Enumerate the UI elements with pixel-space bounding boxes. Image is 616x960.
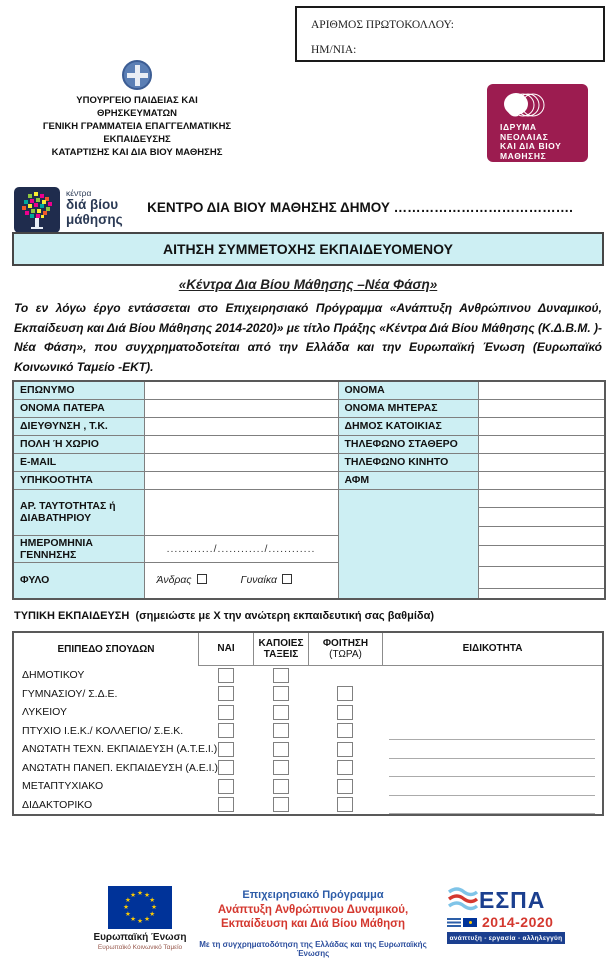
program-subtitle: «Κέντρα Δια Βίου Μάθησης –Νέα Φάση» [178, 277, 438, 292]
education-section-title [14, 610, 606, 622]
operational-program-block [188, 889, 438, 958]
afm-field[interactable] [478, 471, 605, 489]
some-classes-checkbox[interactable] [273, 760, 289, 775]
field-label: ΔΗΜΟΣ ΚΑΤΟΙΚΙΑΣ [338, 417, 478, 435]
landline-field[interactable] [478, 435, 605, 453]
col-header-level: ΕΠΙΠΕΔΟ ΣΠΟΥΔΩΝ [57, 643, 155, 655]
attending-checkbox[interactable] [337, 797, 353, 812]
program-line: Επιχειρησιακό Πρόγραμμα [242, 889, 384, 901]
some-classes-checkbox[interactable] [273, 723, 289, 738]
espa-period: 2014-2020 [482, 914, 554, 930]
education-row [14, 703, 602, 722]
some-classes-checkbox[interactable] [273, 797, 289, 812]
level-label: ΜΕΤΑΠΤΥΧΙΑΚΟ [22, 780, 104, 793]
field-label: E-MAIL [13, 453, 144, 471]
level-label: ΔΙΔΑΚΤΟΡΙΚΟ [22, 798, 93, 811]
blank-row[interactable] [479, 546, 605, 567]
col-header-specialty: ΕΙΔΙΚΟΤΗΤΑ [382, 633, 602, 666]
inedivim-logo [487, 84, 588, 162]
attending-checkbox[interactable] [337, 779, 353, 794]
level-label: ΛΥΚΕΙΟΥ [22, 706, 67, 719]
program-line: Εκπαίδευση και Διά Βίου Μάθηση [220, 917, 406, 930]
eu-star-icon: ★ [124, 910, 131, 918]
col-header-some-classes [253, 633, 308, 666]
father-name-field[interactable] [144, 399, 338, 417]
municipality-field[interactable] [478, 417, 605, 435]
application-title-banner: ΑΙΤΗΣΗ ΣΥΜΜΕΤΟΧΗΣ ΕΚΠΑΙΔΕΥΟΜΕΝΟΥ [12, 232, 604, 266]
nationality-field[interactable] [144, 471, 338, 489]
eu-star-icon: ★ [149, 896, 156, 904]
ministry-header [28, 60, 246, 159]
field-label: ΟΝΟΜΑ ΜΗΤΕΡΑΣ [338, 399, 478, 417]
field-label: ΟΝΟΜΑ [338, 381, 478, 399]
level-label: ΓΥΜΝΑΣΙΟΥ/ Σ.Δ.Ε. [22, 687, 118, 700]
some-classes-checkbox[interactable] [273, 686, 289, 701]
gender-male-label: Άνδρας [156, 574, 192, 587]
education-table-header [14, 633, 602, 666]
gender-female-label: Γυναίκα [240, 574, 277, 587]
mother-name-field[interactable] [478, 399, 605, 417]
col-header-line: ΤΑΞΕΙΣ [263, 649, 299, 660]
level-label: ΑΝΩΤΑΤΗ ΤΕΧΝ. ΕΚΠΑΙΔΕΥΣΗ (Α.Τ.Ε.Ι.) [22, 743, 218, 756]
espa-logo [447, 887, 565, 944]
eu-funding-block [85, 886, 195, 951]
protocol-date-label: ΗΜ/ΝΙΑ: [311, 44, 357, 56]
ministry-line: ΘΡΗΣΚΕΥΜΑΤΩΝ [97, 108, 177, 119]
inedivim-text [500, 123, 561, 161]
some-classes-checkbox[interactable] [273, 742, 289, 757]
col-header-yes: ΝΑΙ [198, 633, 253, 666]
eu-star-icon: ★ [130, 915, 136, 923]
field-label: ΦΥΛΟ [13, 562, 144, 599]
ministry-line: ΕΚΠΑΙΔΕΥΣΗΣ [103, 134, 171, 145]
kdvm-line: διά βίου [66, 197, 119, 212]
yes-checkbox[interactable] [218, 686, 234, 701]
blank-row[interactable] [479, 589, 605, 597]
field-label: ΠΟΛΗ Ή ΧΩΡΙΟ [13, 435, 144, 453]
attending-checkbox[interactable] [337, 742, 353, 757]
yes-checkbox[interactable] [218, 797, 234, 812]
col-header-line: ΦΟΙΤΗΣΗ [322, 637, 369, 649]
col-header-line: (ΤΩΡΑ) [329, 649, 362, 660]
eu-star-icon: ★ [149, 910, 156, 918]
eu-star-icon: ★ [137, 917, 143, 925]
email-field[interactable] [144, 453, 338, 471]
kdvm-line: μάθησης [66, 211, 123, 227]
espa-tagline: ανάπτυξη - εργασία - αλληλεγγύη [447, 932, 565, 944]
eu-star-icon: ★ [144, 915, 150, 923]
education-title-main: ΤΥΠΙΚΗ ΕΚΠΑΙΔΕΥΣΗ [14, 610, 130, 622]
ministry-line: ΚΑΤΑΡΤΙΣΗΣ ΚΑΙ ΔΙΑ ΒΙΟΥ ΜΑΘΗΣΗΣ [51, 147, 223, 158]
greek-flag-icon [447, 918, 461, 927]
intro-paragraph: Το εν λόγω έργο εντάσσεται στο Επιχειρησιακό Πρόγραμμα «Ανάπτυξη Ανθρώπινου Δυναμικού, Εκπαίδευση και Διά Βίου Μάθησης 2014-2020)» με τίτλο Πράξης «Κέντρα Διά Βίου Μάθησης (Κ.Δ.Β.Μ. )- Νέα Φάση», που συγχρηματοδοτείται από την Ελλάδα και την Ευρωπαϊκή Ένωση (Ευρωπαϊκό Κοινωνικό Ταμείο -ΕΚΤ). [14, 301, 602, 374]
field-label: ΗΜΕΡΟΜΗΝΙΑ ΓΕΝΝΗΣΗΣ [13, 535, 144, 562]
extra-rows-cell [478, 489, 605, 599]
some-classes-checkbox[interactable] [273, 668, 289, 683]
eu-star-icon: ★ [130, 891, 136, 899]
ministry-line: ΓΕΝΙΚΗ ΓΡΑΜΜΑΤΕΙΑ ΕΠΑΓΓΕΛΜΑΤΙΚΗΣ [42, 121, 232, 132]
mobile-field[interactable] [478, 453, 605, 471]
eu-star-icon: ★ [124, 896, 131, 904]
eu-flag-small-icon [463, 918, 477, 927]
address-field[interactable] [144, 417, 338, 435]
yes-checkbox[interactable] [218, 779, 234, 794]
ministry-line: ΥΠΟΥΡΓΕΙΟ ΠΑΙΔΕΙΑΣ ΚΑΙ [76, 95, 198, 106]
heads-icon [495, 90, 555, 122]
education-row [14, 796, 602, 815]
birthdate-field[interactable]: ............/............/............ [144, 535, 338, 562]
city-field[interactable] [144, 435, 338, 453]
eu-star-icon: ★ [144, 891, 150, 899]
education-row [14, 777, 602, 796]
inedivim-line: ΚΑΙ ΔΙΑ ΒΙΟΥ [500, 141, 562, 151]
level-label: ΑΝΩΤΑΤΗ ΠΑΝΕΠ. ΕΚΠΑΙΔΕΥΣΗ (Α.Ε.Ι.) [22, 761, 218, 774]
attending-checkbox[interactable] [337, 760, 353, 775]
center-title: ΚΕΝΤΡΟ ΔΙΑ ΒΙΟΥ ΜΑΘΗΣΗΣ ΔΗΜΟΥ …………………………………. [147, 200, 573, 215]
yes-checkbox[interactable] [218, 742, 234, 757]
espa-waves-icon [447, 887, 479, 913]
some-classes-checkbox[interactable] [273, 705, 289, 720]
eu-star-icon: ★ [123, 903, 129, 911]
inedivim-line: ΙΔΡΥΜΑ [500, 122, 537, 132]
attending-checkbox[interactable] [337, 705, 353, 720]
greek-emblem-icon [122, 60, 152, 90]
id-number-field[interactable] [144, 489, 338, 535]
eu-name: Ευρωπαϊκή Ένωση [93, 932, 187, 943]
field-label: ΤΗΛΕΦΩΝΟ ΣΤΑΘΕΡΟ [338, 435, 478, 453]
yes-checkbox[interactable] [218, 705, 234, 720]
cofunding-note: Με τη συγχρηματοδότηση της Ελλάδας και της Ευρωπαϊκής Ένωσης [199, 939, 427, 958]
education-table [12, 631, 604, 816]
merged-cyan-cell [338, 489, 478, 599]
specialty-blank-line[interactable] [389, 810, 596, 814]
male-checkbox[interactable] [197, 574, 207, 584]
field-label: ΥΠΗΚΟΟΤΗΤΑ [13, 471, 144, 489]
some-classes-checkbox[interactable] [273, 779, 289, 794]
firstname-field[interactable] [478, 381, 605, 399]
program-line: Ανάπτυξη Ανθρώπινου Δυναμικού, [217, 903, 409, 916]
field-label: ΟΝΟΜΑ ΠΑΤΕΡΑ [13, 399, 144, 417]
espa-name: ΕΣΠΑ [479, 887, 546, 913]
kdvm-line: κέντρα [66, 188, 92, 198]
protocol-box [295, 6, 605, 62]
yes-checkbox[interactable] [218, 760, 234, 775]
education-title-note: (σημειώστε με Χ την ανώτερη εκπαιδευτική σας βαθμίδα) [135, 610, 435, 622]
protocol-number-label: ΑΡΙΘΜΟΣ ΠΡΩΤΟΚΟΛΛΟΥ: [311, 19, 454, 31]
education-row [14, 740, 602, 759]
eu-star-icon: ★ [151, 903, 157, 911]
education-row [14, 685, 602, 704]
inedivim-line: ΜΑΘΗΣΗΣ [500, 150, 547, 161]
education-row [14, 722, 602, 741]
personal-data-table [12, 380, 606, 600]
col-header-attending [308, 633, 382, 666]
field-label: ΔΙΕΥΘΥΝΣΗ , Τ.Κ. [13, 417, 144, 435]
field-label: ΑΡ. ΤΑΥΤΟΤΗΤΑΣ ή ΔΙΑΒΑΤΗΡΙΟΥ [13, 489, 144, 535]
education-row [14, 666, 602, 685]
yes-checkbox[interactable] [218, 723, 234, 738]
level-label: ΔΗΜΟΤΙΚΟΥ [22, 669, 85, 682]
surname-field[interactable] [144, 381, 338, 399]
education-row [14, 759, 602, 778]
eu-star-icon: ★ [137, 889, 143, 897]
yes-checkbox[interactable] [218, 668, 234, 683]
inedivim-line: ΝΕΟΛΑΙΑΣ [500, 131, 549, 142]
attending-checkbox[interactable] [337, 686, 353, 701]
blank-row[interactable] [479, 527, 605, 546]
field-label: ΤΗΛΕΦΩΝΟ ΚΙΝΗΤΟ [338, 453, 478, 471]
blank-row[interactable] [479, 567, 605, 589]
tree-icon [14, 187, 60, 235]
field-label: ΑΦΜ [338, 471, 478, 489]
eu-fund-name: Ευρωπαϊκό Κοινωνικό Ταμείο [97, 944, 183, 951]
blank-row[interactable] [479, 508, 605, 527]
level-label: ΠΤΥΧΙΟ Ι.Ε.Κ./ ΚΟΛΛΕΓΙΟ/ Σ.Ε.Κ. [22, 724, 184, 737]
col-header-line: ΚΑΠΟΙΕΣ [258, 637, 304, 649]
attending-checkbox[interactable] [337, 723, 353, 738]
blank-row[interactable] [479, 490, 605, 508]
female-checkbox[interactable] [282, 574, 292, 584]
eu-flag-icon [108, 886, 172, 929]
field-label: ΕΠΩΝΥΜΟ [13, 381, 144, 399]
gender-field [144, 562, 338, 599]
